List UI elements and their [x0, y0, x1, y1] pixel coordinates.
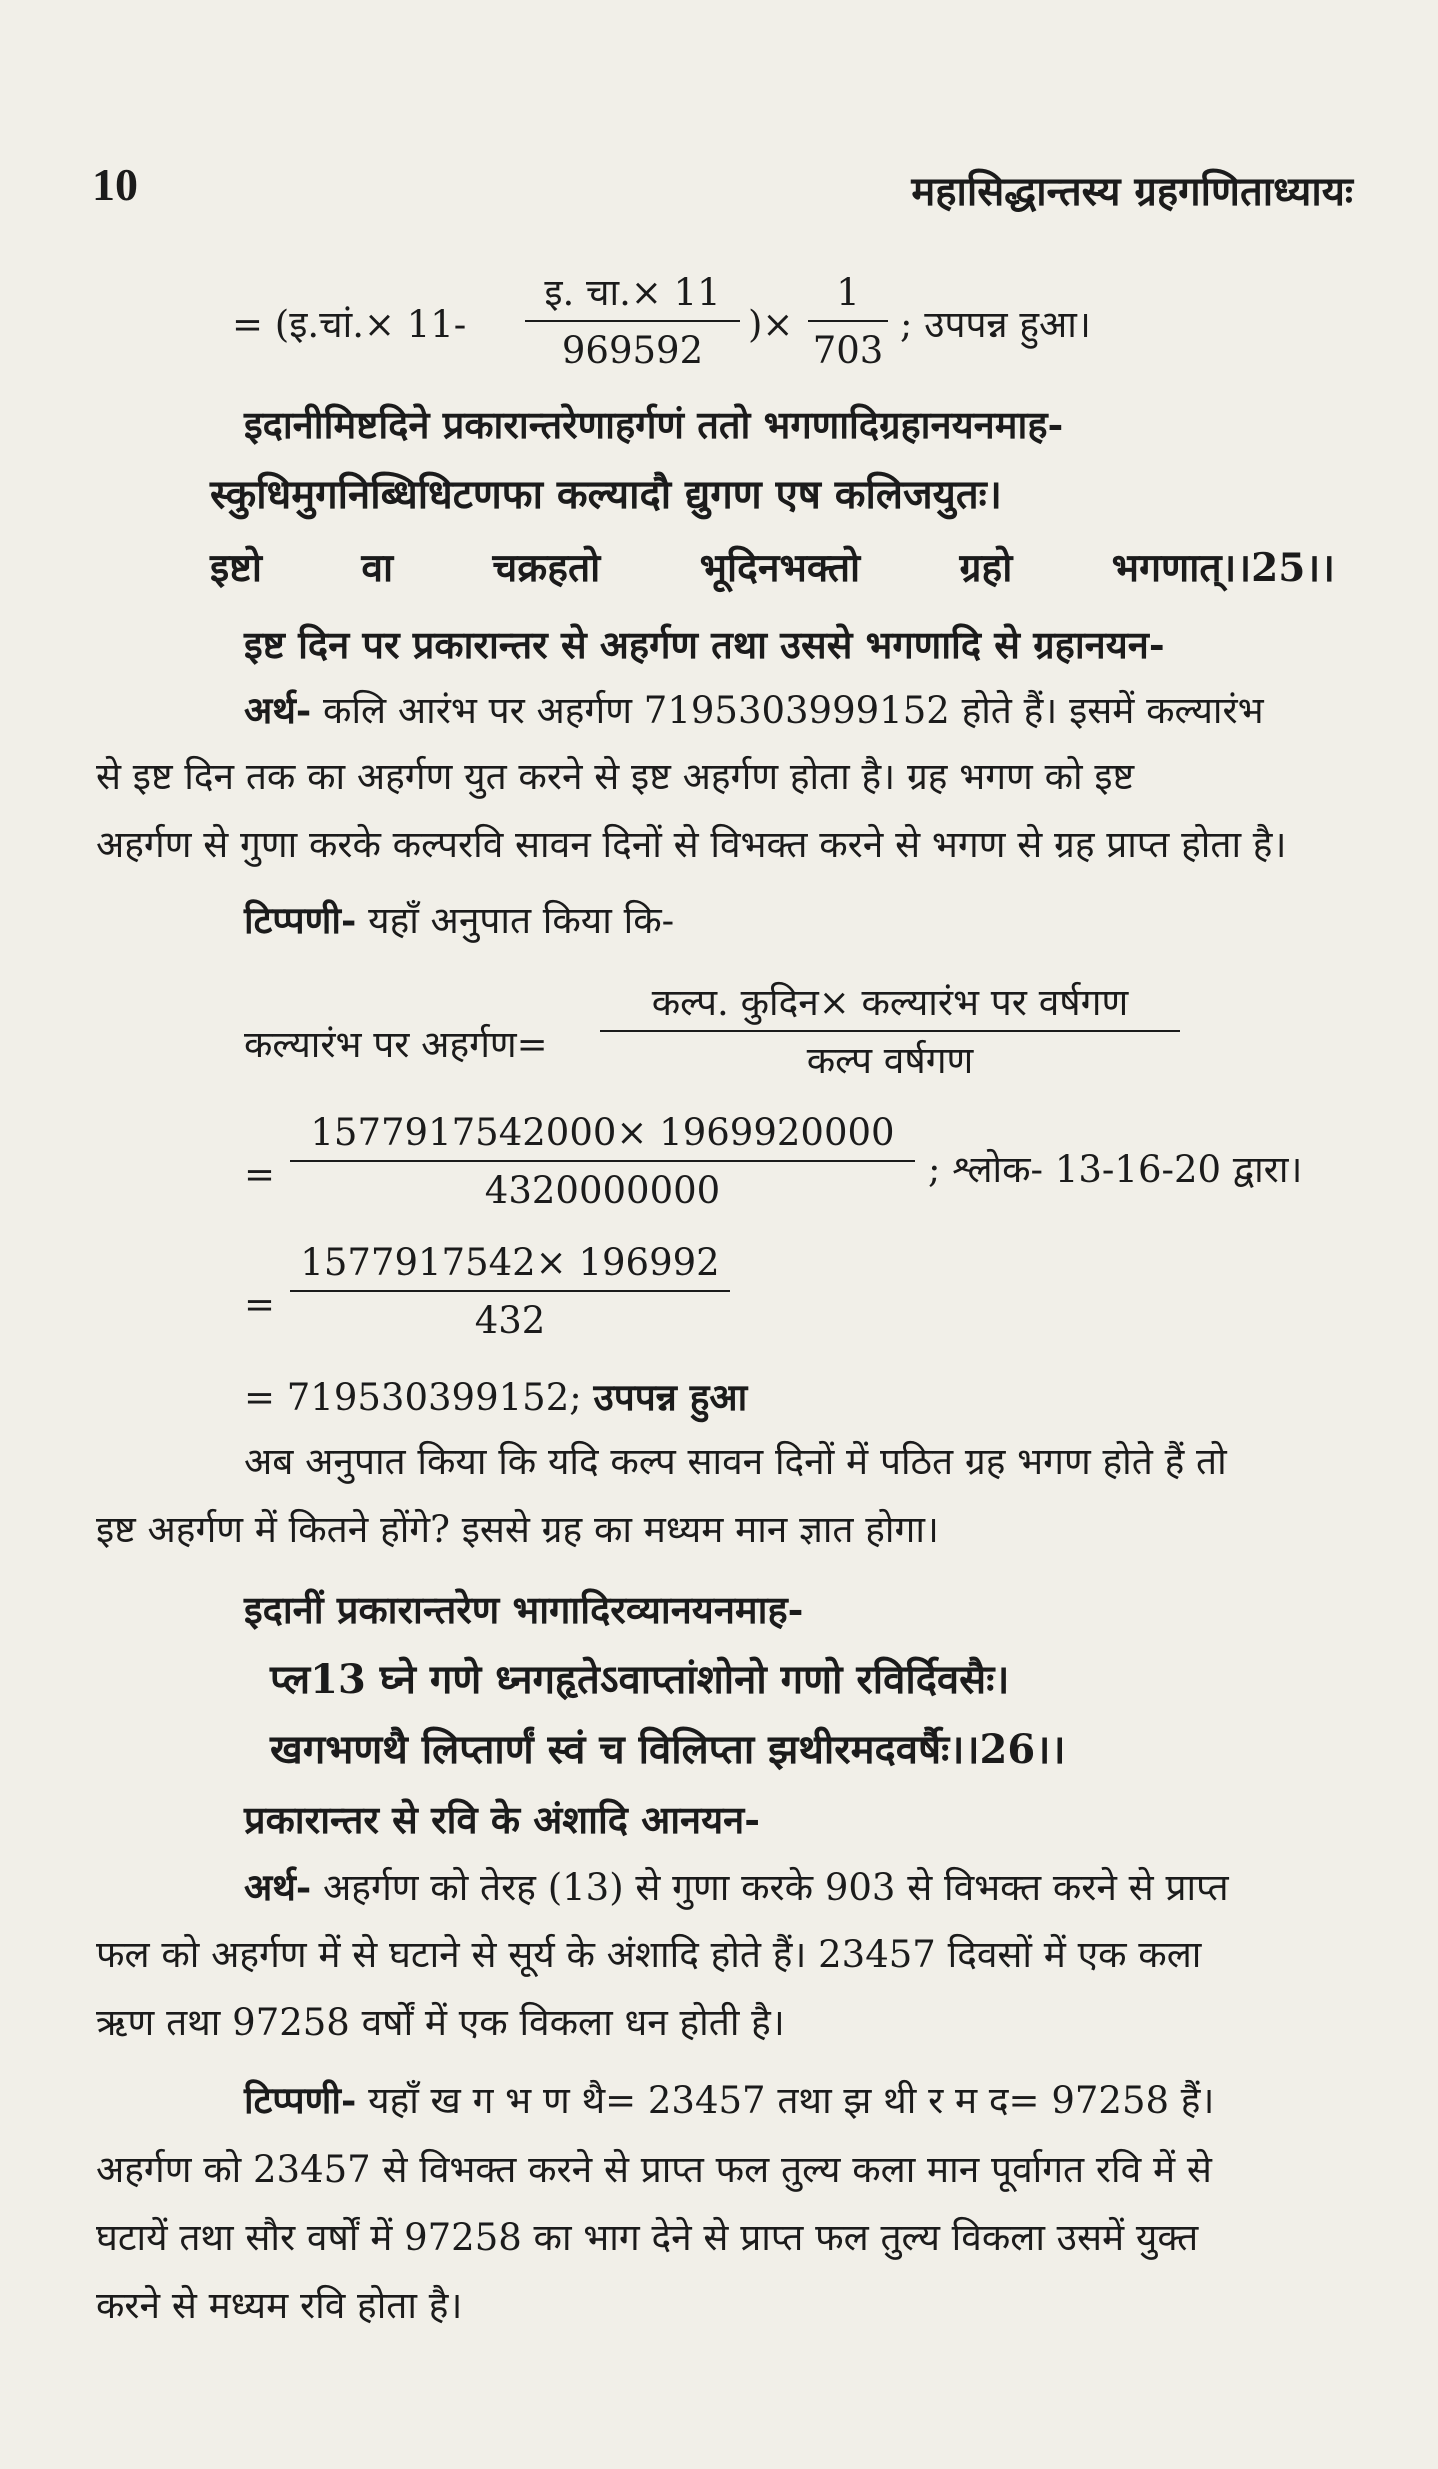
running-header-title: महासिद्धान्तस्य ग्रहगणिताध्यायः: [911, 168, 1353, 215]
eq1-fraction-2: [808, 270, 888, 374]
eq2-denominator: कल्प वर्षगण: [806, 1039, 974, 1082]
eq4-equals: =: [244, 1283, 276, 1326]
eq4-numerator: 1577917542× 196992: [290, 1240, 730, 1292]
sec1-heading: इष्ट दिन पर प्रकारान्तर से अहर्गण तथा उससे भगणादि से ग्रहानयन-: [244, 622, 1165, 667]
eq5-suffix: उपपन्न हुआ: [593, 1375, 748, 1419]
sec1-verse1: स्कुधिमुगनिब्धिधिटणफा कल्यादौ द्युगण एष कलिजयुतः।: [210, 471, 1002, 518]
artha-text: कलि आरंभ पर अहर्गण 7195303999152 होते हैं। इसमें कल्यारंभ: [311, 689, 1264, 732]
sec2-para-line1: अब अनुपात किया कि यदि कल्प सावन दिनों में पठित ग्रह भगण होते हैं तो: [244, 1440, 1227, 1483]
eq2-numerator: कल्प. कुदिन× कल्यारंभ पर वर्षगण: [600, 980, 1180, 1032]
sec1-verse2: [210, 540, 1335, 593]
sec2-verse2: खगभणथै लिप्तार्णं स्वं च विलिप्ता झथीरमदवर्षैः।।26।।: [270, 1726, 1066, 1773]
artha-label-2: अर्थ-: [244, 1865, 312, 1909]
eq1-fraction2-numerator: 1: [808, 270, 888, 322]
tippani-label: टिप्पणी-: [244, 898, 357, 942]
tippani-text: यहाँ अनुपात किया कि-: [356, 899, 675, 942]
eq1-fraction: [525, 270, 740, 374]
eq2-fraction: [600, 980, 1180, 1084]
tippani-label-2: टिप्पणी-: [244, 2078, 357, 2122]
verse2-word: वा: [361, 545, 394, 591]
eq4-denominator: 432: [474, 1299, 546, 1342]
eq1-fraction-denominator: 969592: [561, 329, 704, 372]
sec1-artha-line1: [244, 685, 1264, 736]
eq3-equals: =: [244, 1153, 276, 1196]
sec2-para-line2: इष्ट अहर्गण में कितने होंगे? इससे ग्रह का मध्यम मान ज्ञात होगा।: [96, 1508, 939, 1551]
sec2-tippani-line3: घटायें तथा सौर वर्षों में 97258 का भाग देने से प्राप्त फल तुल्य विकला उसमें युक्त: [96, 2216, 1199, 2259]
sec2-heading: प्रकारान्तर से रवि के अंशादि आनयन-: [244, 1797, 761, 1842]
sec2-intro: इदानीं प्रकारान्तरेण भागादिरव्यानयनमाह-: [244, 1587, 804, 1632]
artha-text-2: अहर्गण को तेरह (13) से गुणा करके 903 से विभक्त करने से प्राप्त: [311, 1866, 1229, 1909]
tippani-text-2: यहाँ ख ग भ ण थै= 23457 तथा झ थी र म द= 97258 हैं।: [356, 2079, 1215, 2122]
sec1-tippani: [244, 895, 674, 946]
sec1-artha-line3: अहर्गण से गुणा करके कल्परवि सावन दिनों से विभक्त करने से भगण से ग्रह प्राप्त होता है।: [96, 823, 1287, 866]
eq4-fraction: [290, 1240, 730, 1344]
sec2-artha-line3: ऋण तथा 97258 वर्षों में एक विकला धन होती है।: [96, 2001, 785, 2044]
artha-label: अर्थ-: [244, 688, 312, 732]
sec2-artha-line1: [244, 1862, 1229, 1913]
eq2-lhs: कल्यारंभ पर अहर्गण=: [244, 1023, 548, 1066]
eq3-suffix: ; श्लोक- 13-16-20 द्वारा।: [928, 1148, 1303, 1191]
sec1-artha-line2: से इष्ट दिन तक का अहर्गण युत करने से इष्ट अहर्गण होता है। ग्रह भगण को इष्ट: [96, 755, 1135, 798]
verse2-word: भगणात्।।25।।: [1111, 545, 1335, 591]
eq1-fraction2-denominator: 703: [812, 329, 884, 372]
verse2-word: चक्रहतो: [492, 545, 601, 591]
eq5: [244, 1372, 747, 1423]
eq3-denominator: 4320000000: [484, 1169, 721, 1212]
eq1-suffix: ; उपपन्न हुआ।: [900, 303, 1091, 346]
sec2-tippani-line4: करने से मध्यम रवि होता है।: [96, 2284, 463, 2327]
sec1-intro: इदानीमिष्टदिने प्रकारान्तरेणाहर्गणं ततो भगणादिग्रहानयनमाह-: [244, 402, 1064, 447]
verse2-word: ग्रहो: [959, 545, 1013, 591]
sec2-tippani-line1: [244, 2075, 1214, 2126]
verse2-word: भूदिनभक्तो: [699, 545, 861, 591]
eq1-fraction-numerator: इ. चा.× 11: [525, 270, 740, 322]
verse2-word: इष्टो: [210, 545, 263, 591]
eq1-mid: )×: [748, 303, 794, 346]
sec2-verse1: प्ल13 घ्ने गणे ध्नगहृतेऽवाप्तांशोनो गणो रविर्दिवसैः।: [270, 1656, 1010, 1703]
sec2-tippani-line2: अहर्गण को 23457 से विभक्त करने से प्राप्त फल तुल्य कला मान पूर्वागत रवि में से: [96, 2148, 1212, 2191]
eq3-numerator: 1577917542000× 1969920000: [290, 1110, 915, 1162]
sec2-artha-line2: फल को अहर्गण में से घटाने से सूर्य के अंशादि होते हैं। 23457 दिवसों में एक कला: [96, 1933, 1202, 1976]
page-number: 10: [92, 159, 138, 210]
eq3-fraction: [290, 1110, 915, 1214]
eq1-prefix: = (इ.चां.× 11-: [232, 303, 467, 346]
eq5-value: = 719530399152;: [244, 1376, 594, 1419]
